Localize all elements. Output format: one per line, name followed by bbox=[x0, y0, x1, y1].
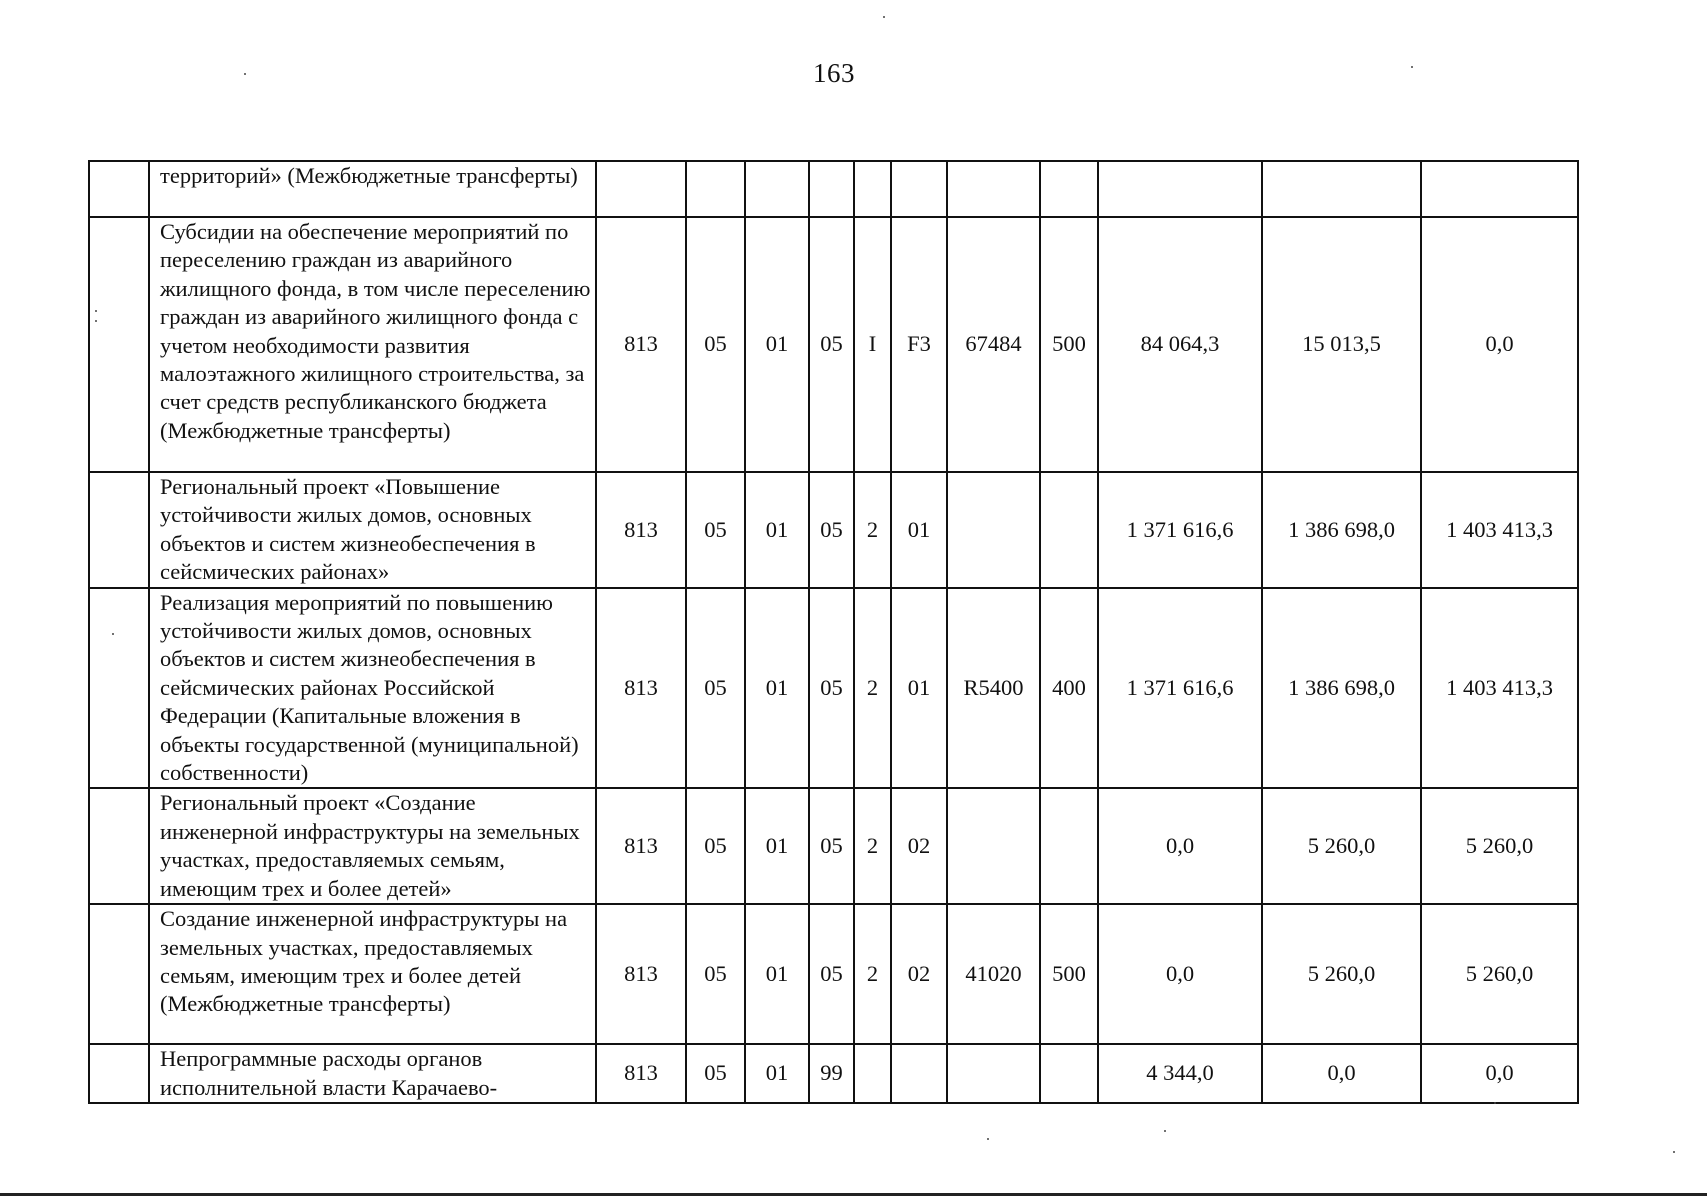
subprogram-code-cell: 2 bbox=[854, 904, 891, 1044]
table-row bbox=[89, 588, 1578, 789]
project-code-cell: F3 bbox=[891, 217, 947, 472]
amount-cell: 84 064,3 bbox=[1098, 217, 1262, 472]
amount-cell: 1 371 616,6 bbox=[1098, 588, 1262, 789]
description-cell: Реализация мероприятий по повышению устойчивости жилых домов, основных объектов и систем жизнеобеспечения в сейсмических районах Российской Федерации (Капитальные вложения в объекты государственной (муниципальной) собственности) bbox=[149, 588, 596, 789]
amount-cell: 0,0 bbox=[1421, 217, 1578, 472]
program-code-cell: 99 bbox=[809, 1044, 854, 1103]
amount-cell: 5 260,0 bbox=[1262, 904, 1421, 1044]
admin-code-cell: 813 bbox=[596, 588, 686, 789]
subsection-code-cell: 01 bbox=[745, 588, 809, 789]
amount-cell: 1 386 698,0 bbox=[1262, 588, 1421, 789]
expense-type-cell: 500 bbox=[1040, 217, 1098, 472]
section-code-cell: 05 bbox=[686, 788, 745, 904]
expense-type-cell: 500 bbox=[1040, 904, 1098, 1044]
subprogram-code-cell bbox=[854, 1044, 891, 1103]
table-row bbox=[89, 1044, 1578, 1103]
program-code-cell: 05 bbox=[809, 788, 854, 904]
project-code-cell: 02 bbox=[891, 788, 947, 904]
amount-cell: 0,0 bbox=[1098, 788, 1262, 904]
amount-cell bbox=[1421, 161, 1578, 217]
admin-code-cell: 813 bbox=[596, 1044, 686, 1103]
project-code-cell: 02 bbox=[891, 904, 947, 1044]
table-body bbox=[89, 161, 1578, 1103]
amount-cell: 1 403 413,3 bbox=[1421, 472, 1578, 588]
scan-speck bbox=[1411, 66, 1413, 68]
scan-speck bbox=[1164, 1130, 1166, 1132]
description-cell: Создание инженерной инфраструктуры на земельных участках, предоставляемых семьям, имеющим трех и более детей (Межбюджетные трансферты) bbox=[149, 904, 596, 1044]
bottom-scan-edge bbox=[0, 1193, 1707, 1196]
scan-speck bbox=[95, 310, 97, 312]
admin-code-cell bbox=[596, 161, 686, 217]
amount-cell: 0,0 bbox=[1098, 904, 1262, 1044]
direction-code-cell bbox=[947, 788, 1040, 904]
subsection-code-cell: 01 bbox=[745, 472, 809, 588]
scan-speck bbox=[112, 633, 114, 635]
project-code-cell bbox=[891, 1044, 947, 1103]
description-cell: Непрограммные расходы органов исполнительной власти Карачаево- bbox=[149, 1044, 596, 1103]
section-code-cell: 05 bbox=[686, 588, 745, 789]
amount-cell bbox=[1262, 161, 1421, 217]
table-row bbox=[89, 904, 1578, 1044]
row-number-cell bbox=[89, 904, 149, 1044]
budget-table bbox=[88, 160, 1579, 1104]
program-code-cell bbox=[809, 161, 854, 217]
row-number-cell bbox=[89, 217, 149, 472]
program-code-cell: 05 bbox=[809, 588, 854, 789]
description-cell: Субсидии на обеспечение мероприятий по переселению граждан из аварийного жилищного фонда, в том числе переселению граждан из аварийного жилищного фонда с учетом необходимости развития малоэтажного жилищного строительства, за счет средств республиканского бюджета (Межбюджетные трансферты) bbox=[149, 217, 596, 472]
expense-type-cell bbox=[1040, 1044, 1098, 1103]
description-cell: Региональный проект «Создание инженерной инфраструктуры на земельных участках, предоставляемых семьям, имеющим трех и более детей» bbox=[149, 788, 596, 904]
expense-type-cell: 400 bbox=[1040, 588, 1098, 789]
section-code-cell: 05 bbox=[686, 217, 745, 472]
program-code-cell: 05 bbox=[809, 217, 854, 472]
scan-speck bbox=[95, 320, 97, 322]
subprogram-code-cell: 2 bbox=[854, 588, 891, 789]
amount-cell: 1 371 616,6 bbox=[1098, 472, 1262, 588]
page-number: 163 bbox=[813, 58, 855, 88]
row-number-cell bbox=[89, 472, 149, 588]
expense-type-cell bbox=[1040, 472, 1098, 588]
table-row bbox=[89, 217, 1578, 472]
direction-code-cell: R5400 bbox=[947, 588, 1040, 789]
table-row bbox=[89, 788, 1578, 904]
amount-cell: 4 344,0 bbox=[1098, 1044, 1262, 1103]
row-number-cell bbox=[89, 161, 149, 217]
amount-cell: 0,0 bbox=[1421, 1044, 1578, 1103]
subprogram-code-cell: 2 bbox=[854, 472, 891, 588]
section-code-cell: 05 bbox=[686, 904, 745, 1044]
amount-cell: 1 403 413,3 bbox=[1421, 588, 1578, 789]
direction-code-cell bbox=[947, 161, 1040, 217]
amount-cell: 5 260,0 bbox=[1421, 904, 1578, 1044]
amount-cell: 5 260,0 bbox=[1421, 788, 1578, 904]
program-code-cell: 05 bbox=[809, 904, 854, 1044]
row-number-cell bbox=[89, 1044, 149, 1103]
subprogram-code-cell: 2 bbox=[854, 788, 891, 904]
subprogram-code-cell: I bbox=[854, 217, 891, 472]
description-cell: Региональный проект «Повышение устойчивости жилых домов, основных объектов и систем жизнеобеспечения в сейсмических районах» bbox=[149, 472, 596, 588]
subsection-code-cell bbox=[745, 161, 809, 217]
amount-cell: 0,0 bbox=[1262, 1044, 1421, 1103]
amount-cell: 1 386 698,0 bbox=[1262, 472, 1421, 588]
section-code-cell: 05 bbox=[686, 472, 745, 588]
scan-speck bbox=[1673, 1151, 1675, 1153]
description-cell: территорий» (Межбюджетные трансферты) bbox=[149, 161, 596, 217]
direction-code-cell: 41020 bbox=[947, 904, 1040, 1044]
direction-code-cell bbox=[947, 472, 1040, 588]
scan-speck bbox=[244, 73, 246, 75]
section-code-cell bbox=[686, 161, 745, 217]
admin-code-cell: 813 bbox=[596, 472, 686, 588]
row-number-cell bbox=[89, 588, 149, 789]
amount-cell: 15 013,5 bbox=[1262, 217, 1421, 472]
direction-code-cell bbox=[947, 1044, 1040, 1103]
amount-cell bbox=[1098, 161, 1262, 217]
direction-code-cell: 67484 bbox=[947, 217, 1040, 472]
project-code-cell: 01 bbox=[891, 588, 947, 789]
scan-speck bbox=[987, 1138, 989, 1140]
admin-code-cell: 813 bbox=[596, 904, 686, 1044]
row-number-cell bbox=[89, 788, 149, 904]
admin-code-cell: 813 bbox=[596, 217, 686, 472]
subsection-code-cell: 01 bbox=[745, 788, 809, 904]
program-code-cell: 05 bbox=[809, 472, 854, 588]
subsection-code-cell: 01 bbox=[745, 904, 809, 1044]
admin-code-cell: 813 bbox=[596, 788, 686, 904]
project-code-cell: 01 bbox=[891, 472, 947, 588]
expense-type-cell bbox=[1040, 161, 1098, 217]
subprogram-code-cell bbox=[854, 161, 891, 217]
scan-speck bbox=[1494, 1102, 1496, 1104]
subsection-code-cell: 01 bbox=[745, 1044, 809, 1103]
amount-cell: 5 260,0 bbox=[1262, 788, 1421, 904]
table-row bbox=[89, 161, 1578, 217]
table-row bbox=[89, 472, 1578, 588]
subsection-code-cell: 01 bbox=[745, 217, 809, 472]
scan-speck bbox=[883, 16, 885, 18]
project-code-cell bbox=[891, 161, 947, 217]
section-code-cell: 05 bbox=[686, 1044, 745, 1103]
expense-type-cell bbox=[1040, 788, 1098, 904]
